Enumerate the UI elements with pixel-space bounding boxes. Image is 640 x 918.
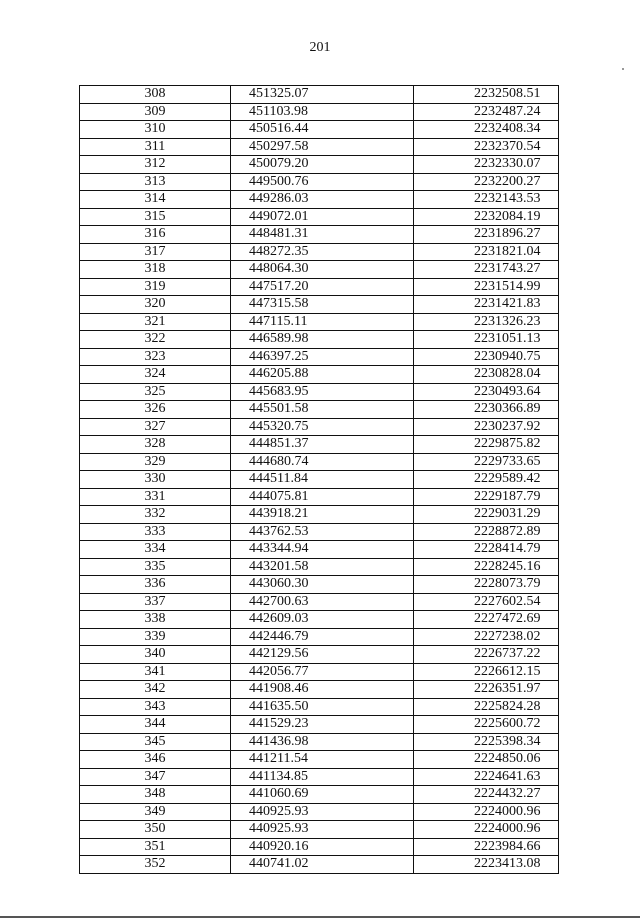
x-coordinate-cell: 441436.98 <box>231 733 414 751</box>
x-coordinate-cell: 451103.98 <box>231 103 414 121</box>
point-number-cell: 319 <box>80 278 231 296</box>
y-coordinate-cell: 2232508.51 <box>414 86 559 104</box>
x-coordinate-cell: 443201.58 <box>231 558 414 576</box>
y-coordinate-cell: 2224641.63 <box>414 768 559 786</box>
y-coordinate-cell: 2226351.97 <box>414 681 559 699</box>
y-coordinate-cell: 2230237.92 <box>414 418 559 436</box>
point-number-cell: 321 <box>80 313 231 331</box>
x-coordinate-cell: 447115.11 <box>231 313 414 331</box>
point-number-cell: 344 <box>80 716 231 734</box>
y-coordinate-cell: 2231051.13 <box>414 331 559 349</box>
x-coordinate-cell: 440925.93 <box>231 803 414 821</box>
x-coordinate-cell: 450297.58 <box>231 138 414 156</box>
point-number-cell: 332 <box>80 506 231 524</box>
point-number-cell: 334 <box>80 541 231 559</box>
y-coordinate-cell: 2231896.27 <box>414 226 559 244</box>
point-number-cell: 311 <box>80 138 231 156</box>
point-number-cell: 312 <box>80 156 231 174</box>
y-coordinate-cell: 2227238.02 <box>414 628 559 646</box>
coordinates-table <box>79 85 559 874</box>
y-coordinate-cell: 2232084.19 <box>414 208 559 226</box>
scan-speck <box>622 68 624 70</box>
x-coordinate-cell: 449500.76 <box>231 173 414 191</box>
point-number-cell: 327 <box>80 418 231 436</box>
table-row <box>80 313 559 331</box>
point-number-cell: 338 <box>80 611 231 629</box>
table-row <box>80 401 559 419</box>
point-number-cell: 348 <box>80 786 231 804</box>
y-coordinate-cell: 2229031.29 <box>414 506 559 524</box>
x-coordinate-cell: 445501.58 <box>231 401 414 419</box>
table-row <box>80 768 559 786</box>
point-number-cell: 322 <box>80 331 231 349</box>
x-coordinate-cell: 441211.54 <box>231 751 414 769</box>
x-coordinate-cell: 442609.03 <box>231 611 414 629</box>
point-number-cell: 345 <box>80 733 231 751</box>
table-row <box>80 716 559 734</box>
table-row <box>80 173 559 191</box>
x-coordinate-cell: 446205.88 <box>231 366 414 384</box>
point-number-cell: 310 <box>80 121 231 139</box>
table-row <box>80 856 559 874</box>
x-coordinate-cell: 449286.03 <box>231 191 414 209</box>
y-coordinate-cell: 2224432.27 <box>414 786 559 804</box>
coordinates-table-body <box>80 86 559 874</box>
table-row <box>80 698 559 716</box>
x-coordinate-cell: 441908.46 <box>231 681 414 699</box>
y-coordinate-cell: 2228245.16 <box>414 558 559 576</box>
x-coordinate-cell: 444851.37 <box>231 436 414 454</box>
y-coordinate-cell: 2225398.34 <box>414 733 559 751</box>
x-coordinate-cell: 444680.74 <box>231 453 414 471</box>
y-coordinate-cell: 2225824.28 <box>414 698 559 716</box>
y-coordinate-cell: 2232200.27 <box>414 173 559 191</box>
y-coordinate-cell: 2230828.04 <box>414 366 559 384</box>
point-number-cell: 313 <box>80 173 231 191</box>
x-coordinate-cell: 447315.58 <box>231 296 414 314</box>
point-number-cell: 350 <box>80 821 231 839</box>
y-coordinate-cell: 2224850.06 <box>414 751 559 769</box>
point-number-cell: 336 <box>80 576 231 594</box>
table-row <box>80 208 559 226</box>
table-row <box>80 226 559 244</box>
y-coordinate-cell: 2227602.54 <box>414 593 559 611</box>
x-coordinate-cell: 442700.63 <box>231 593 414 611</box>
y-coordinate-cell: 2230493.64 <box>414 383 559 401</box>
table-row <box>80 506 559 524</box>
table-row <box>80 103 559 121</box>
table-row <box>80 191 559 209</box>
table-row <box>80 471 559 489</box>
table-row <box>80 541 559 559</box>
y-coordinate-cell: 2231514.99 <box>414 278 559 296</box>
y-coordinate-cell: 2223984.66 <box>414 838 559 856</box>
table-row <box>80 156 559 174</box>
point-number-cell: 324 <box>80 366 231 384</box>
x-coordinate-cell: 447517.20 <box>231 278 414 296</box>
table-row <box>80 453 559 471</box>
y-coordinate-cell: 2232487.24 <box>414 103 559 121</box>
point-number-cell: 341 <box>80 663 231 681</box>
table-row <box>80 138 559 156</box>
table-row <box>80 733 559 751</box>
x-coordinate-cell: 448272.35 <box>231 243 414 261</box>
point-number-cell: 342 <box>80 681 231 699</box>
table-row <box>80 558 559 576</box>
table-row <box>80 838 559 856</box>
y-coordinate-cell: 2226737.22 <box>414 646 559 664</box>
table-row <box>80 663 559 681</box>
y-coordinate-cell: 2228073.79 <box>414 576 559 594</box>
x-coordinate-cell: 450079.20 <box>231 156 414 174</box>
y-coordinate-cell: 2228414.79 <box>414 541 559 559</box>
y-coordinate-cell: 2229875.82 <box>414 436 559 454</box>
x-coordinate-cell: 448064.30 <box>231 261 414 279</box>
point-number-cell: 351 <box>80 838 231 856</box>
y-coordinate-cell: 2230366.89 <box>414 401 559 419</box>
table-row <box>80 611 559 629</box>
point-number-cell: 343 <box>80 698 231 716</box>
table-row <box>80 296 559 314</box>
x-coordinate-cell: 451325.07 <box>231 86 414 104</box>
x-coordinate-cell: 443060.30 <box>231 576 414 594</box>
y-coordinate-cell: 2231743.27 <box>414 261 559 279</box>
x-coordinate-cell: 444511.84 <box>231 471 414 489</box>
x-coordinate-cell: 446589.98 <box>231 331 414 349</box>
y-coordinate-cell: 2224000.96 <box>414 821 559 839</box>
y-coordinate-cell: 2232370.54 <box>414 138 559 156</box>
table-row <box>80 786 559 804</box>
table-row <box>80 803 559 821</box>
table-row <box>80 261 559 279</box>
table-row <box>80 383 559 401</box>
point-number-cell: 326 <box>80 401 231 419</box>
table-row <box>80 243 559 261</box>
point-number-cell: 309 <box>80 103 231 121</box>
page-number: 201 <box>309 40 331 55</box>
point-number-cell: 315 <box>80 208 231 226</box>
point-number-cell: 325 <box>80 383 231 401</box>
y-coordinate-cell: 2228872.89 <box>414 523 559 541</box>
point-number-cell: 346 <box>80 751 231 769</box>
y-coordinate-cell: 2229589.42 <box>414 471 559 489</box>
table-row <box>80 436 559 454</box>
x-coordinate-cell: 442056.77 <box>231 663 414 681</box>
y-coordinate-cell: 2232143.53 <box>414 191 559 209</box>
point-number-cell: 314 <box>80 191 231 209</box>
x-coordinate-cell: 443918.21 <box>231 506 414 524</box>
table-row <box>80 681 559 699</box>
table-row <box>80 348 559 366</box>
y-coordinate-cell: 2229733.65 <box>414 453 559 471</box>
point-number-cell: 330 <box>80 471 231 489</box>
table-row <box>80 576 559 594</box>
point-number-cell: 320 <box>80 296 231 314</box>
table-row <box>80 366 559 384</box>
x-coordinate-cell: 445683.95 <box>231 383 414 401</box>
table-row <box>80 593 559 611</box>
y-coordinate-cell: 2231421.83 <box>414 296 559 314</box>
x-coordinate-cell: 442129.56 <box>231 646 414 664</box>
table-row <box>80 751 559 769</box>
table-row <box>80 86 559 104</box>
table-row <box>80 278 559 296</box>
point-number-cell: 317 <box>80 243 231 261</box>
point-number-cell: 337 <box>80 593 231 611</box>
x-coordinate-cell: 443344.94 <box>231 541 414 559</box>
x-coordinate-cell: 449072.01 <box>231 208 414 226</box>
y-coordinate-cell: 2227472.69 <box>414 611 559 629</box>
y-coordinate-cell: 2232330.07 <box>414 156 559 174</box>
x-coordinate-cell: 441635.50 <box>231 698 414 716</box>
table-row <box>80 121 559 139</box>
y-coordinate-cell: 2231326.23 <box>414 313 559 331</box>
point-number-cell: 323 <box>80 348 231 366</box>
point-number-cell: 352 <box>80 856 231 874</box>
x-coordinate-cell: 440925.93 <box>231 821 414 839</box>
y-coordinate-cell: 2231821.04 <box>414 243 559 261</box>
y-coordinate-cell: 2225600.72 <box>414 716 559 734</box>
x-coordinate-cell: 441060.69 <box>231 786 414 804</box>
point-number-cell: 308 <box>80 86 231 104</box>
y-coordinate-cell: 2232408.34 <box>414 121 559 139</box>
x-coordinate-cell: 448481.31 <box>231 226 414 244</box>
table-row <box>80 628 559 646</box>
x-coordinate-cell: 443762.53 <box>231 523 414 541</box>
point-number-cell: 316 <box>80 226 231 244</box>
y-coordinate-cell: 2224000.96 <box>414 803 559 821</box>
point-number-cell: 339 <box>80 628 231 646</box>
point-number-cell: 335 <box>80 558 231 576</box>
x-coordinate-cell: 450516.44 <box>231 121 414 139</box>
point-number-cell: 329 <box>80 453 231 471</box>
table-row <box>80 488 559 506</box>
x-coordinate-cell: 441134.85 <box>231 768 414 786</box>
x-coordinate-cell: 440741.02 <box>231 856 414 874</box>
y-coordinate-cell: 2229187.79 <box>414 488 559 506</box>
point-number-cell: 333 <box>80 523 231 541</box>
table-row <box>80 821 559 839</box>
x-coordinate-cell: 445320.75 <box>231 418 414 436</box>
y-coordinate-cell: 2226612.15 <box>414 663 559 681</box>
table-row <box>80 523 559 541</box>
y-coordinate-cell: 2223413.08 <box>414 856 559 874</box>
point-number-cell: 340 <box>80 646 231 664</box>
table-row <box>80 418 559 436</box>
table-row <box>80 331 559 349</box>
table-row <box>80 646 559 664</box>
x-coordinate-cell: 441529.23 <box>231 716 414 734</box>
point-number-cell: 318 <box>80 261 231 279</box>
point-number-cell: 347 <box>80 768 231 786</box>
x-coordinate-cell: 446397.25 <box>231 348 414 366</box>
point-number-cell: 349 <box>80 803 231 821</box>
x-coordinate-cell: 442446.79 <box>231 628 414 646</box>
x-coordinate-cell: 440920.16 <box>231 838 414 856</box>
x-coordinate-cell: 444075.81 <box>231 488 414 506</box>
point-number-cell: 328 <box>80 436 231 454</box>
point-number-cell: 331 <box>80 488 231 506</box>
y-coordinate-cell: 2230940.75 <box>414 348 559 366</box>
